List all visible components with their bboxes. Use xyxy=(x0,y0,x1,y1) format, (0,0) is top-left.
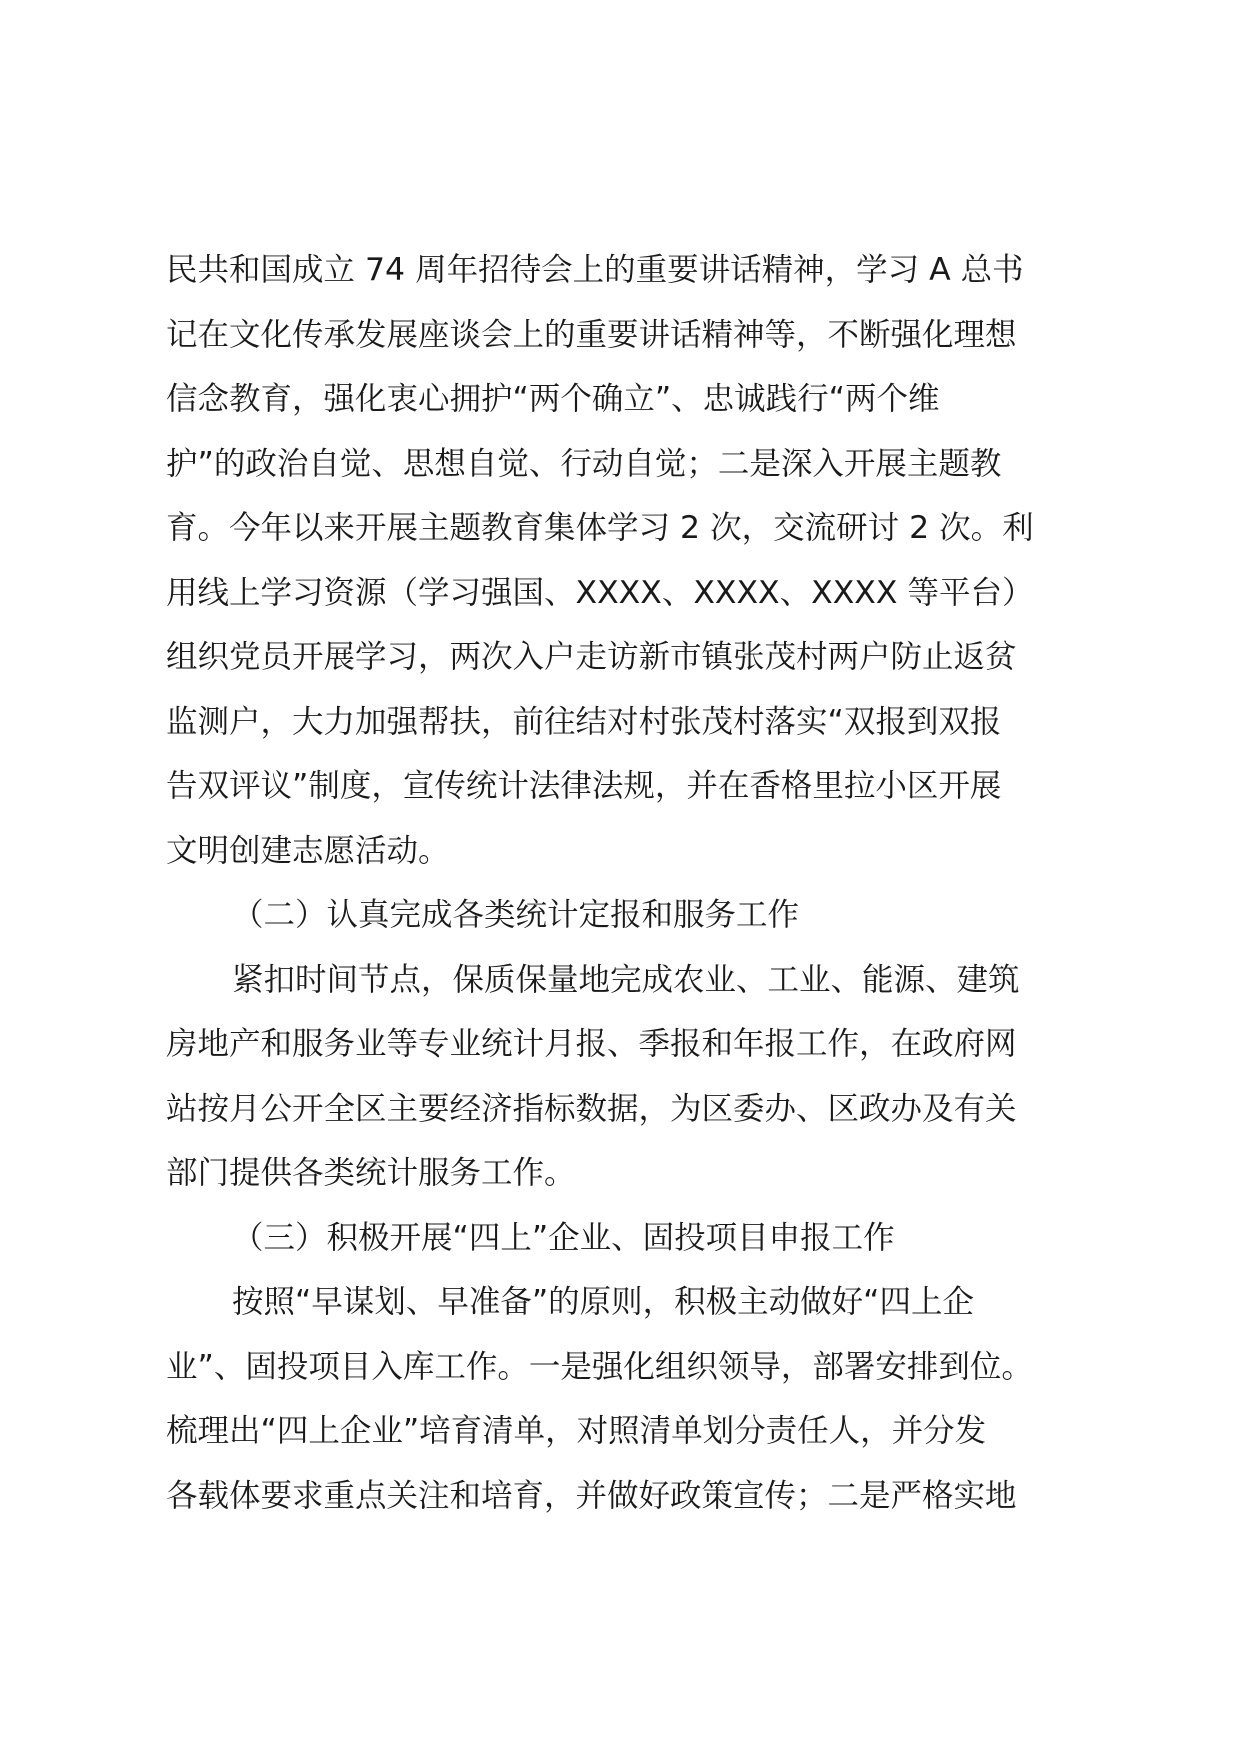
text-line: 信念教育，强化衷心拥护“两个确立”、忠诚践行“两个维 xyxy=(166,381,940,417)
section-heading-3: （三）积极开展“四上”企业、固投项目申报工作 xyxy=(232,1219,895,1256)
text-line: 部门提供各类统计服务工作。 xyxy=(166,1155,576,1191)
text-line: 用线上学习资源（学习强国、XXXX、XXXX、XXXX 等平台） xyxy=(166,574,1034,611)
text-line: 民共和国成立 74 周年招待会上的重要讲话精神，学习 A 总书 xyxy=(166,252,1024,288)
document-body xyxy=(166,238,1096,1528)
text-line: 房地产和服务业等专业统计月报、季报和年报工作，在政府网 xyxy=(166,1026,1017,1062)
text-line: 各载体要求重点关注和培育，并做好政策宣传；二是严格实地 xyxy=(166,1477,1017,1514)
text-line: 梳理出“四上企业”培育清单，对照清单划分责任人，并分发 xyxy=(166,1413,987,1449)
section-heading-2: （二）认真完成各类统计定报和服务工作 xyxy=(232,897,800,933)
text-line: 文明创建志愿活动。 xyxy=(166,832,450,869)
text-line: 站按月公开全区主要经济指标数据，为区委办、区政办及有关 xyxy=(166,1090,1017,1127)
text-line: 告双评议”制度，宣传统计法律法规，并在香格里拉小区开展 xyxy=(166,768,1002,804)
text-line: 育。今年以来开展主题教育集体学习 2 次，交流研讨 2 次。利 xyxy=(166,510,1034,546)
text-line: 组织党员开展学习，两次入户走访新市镇张茂村两户防止返贫 xyxy=(166,639,1017,675)
text-line: 监测户，大力加强帮扶，前往结对村张茂村落实“双报到双报 xyxy=(166,703,1002,740)
text-line: 业”、固投项目入库工作。一是强化组织领导，部署安排到位。 xyxy=(166,1348,1033,1385)
text-line: 记在文化传承发展座谈会上的重要讲话精神等，不断强化理想 xyxy=(166,316,1017,353)
text-line: 护”的政治自觉、思想自觉、行动自觉；二是深入开展主题教 xyxy=(166,445,1002,482)
text-line: 紧扣时间节点，保质保量地完成农业、工业、能源、建筑 xyxy=(232,961,1020,998)
text-line: 按照“早谋划、早准备”的原则，积极主动做好“四上企 xyxy=(232,1284,974,1320)
